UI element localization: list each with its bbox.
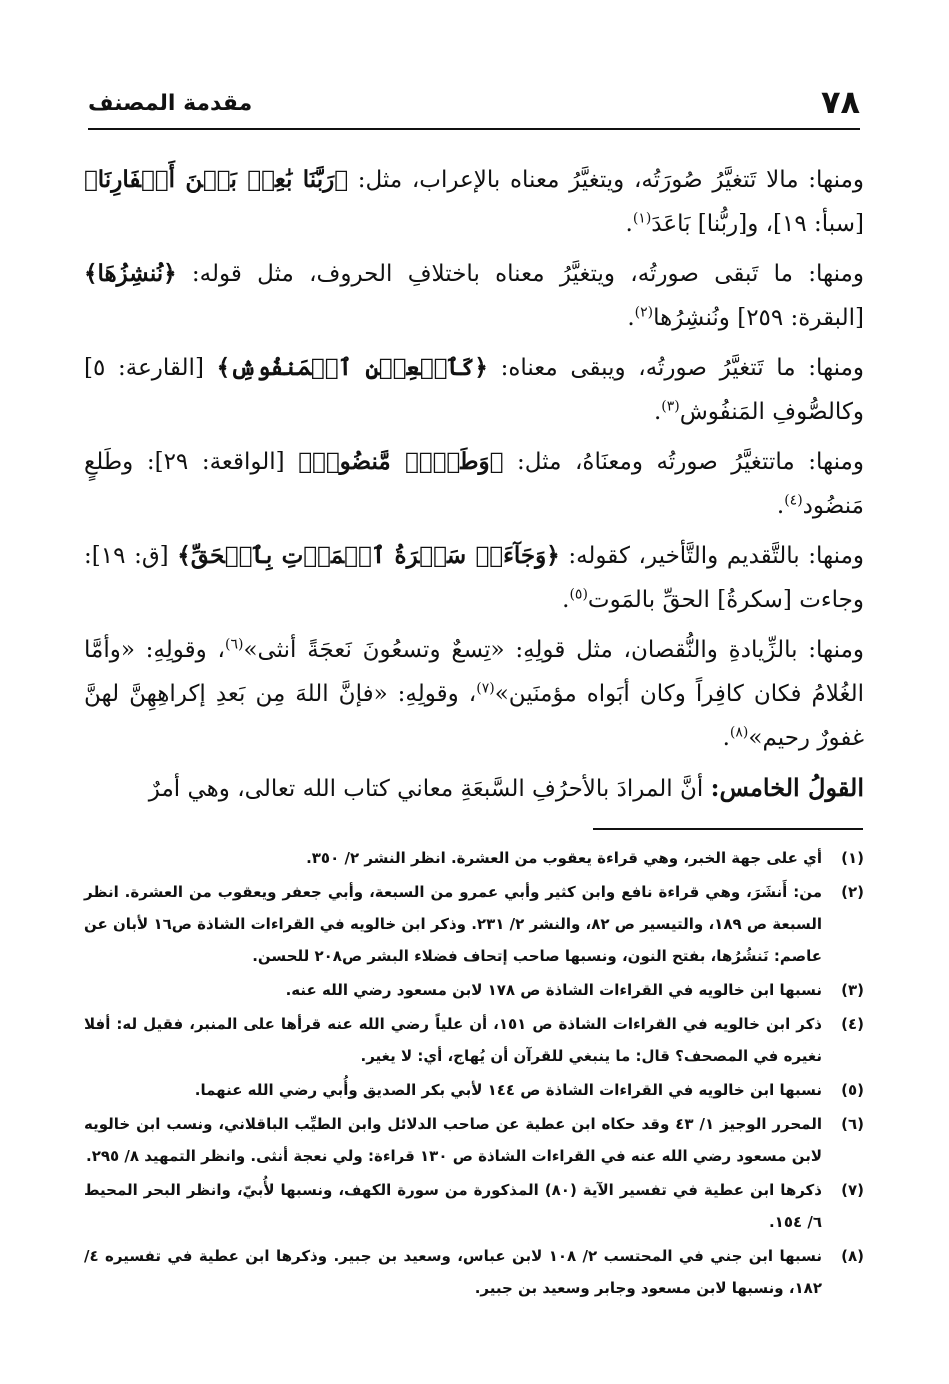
footnote-1 — [84, 842, 864, 874]
footnote-number: (٥) — [841, 1081, 864, 1099]
footnote-ref-8[interactable]: (٨) — [729, 724, 749, 741]
footnote-number: (٧) — [841, 1181, 864, 1199]
paragraph-7 — [84, 766, 864, 811]
footnote-ref-5[interactable]: (٥) — [569, 586, 588, 603]
paragraph-6-text-c: ، وقولِهِ: «فإنَّ اللهَ مِن بَعدِ إكراهِهِنَّ لهنَّ غفورٌ رحيم» — [84, 681, 864, 751]
paragraph-2 — [84, 252, 864, 340]
main-text — [84, 158, 864, 817]
paragraph-1-text-c: . — [625, 211, 633, 237]
footnote-text: المحرر الوجيز ١/ ٤٣ وقد حكاه ابن عطية عن صاحب الدلائل وابن الطيِّب الباقلاني، ونسب ابن خالويه لابن مسعود رضي الله عنه في القراءات الشاذة ص ١٣٠ قراءة: ولي نعجة أنثى. وانظر التمهيد ٨/ ٢٩٥. — [84, 1115, 822, 1165]
paragraph-5-text-a: ومنها: بالتَّقديم والتَّأخير، كقوله: — [559, 543, 864, 569]
footnote-ref-7[interactable]: (٧) — [476, 680, 495, 697]
footnote-text: نسبها ابن جني في المحتسب ٢/ ١٠٨ لابن عباس، وسعيد بن جبير. وذكرها ابن عطية في تفسيره ٤/ ١٨٢، ونسبها لابن مسعود وجابر وسعيد بن جبير. — [84, 1247, 822, 1297]
quran-verse-2: ﴿نُنشِزُهَا﴾ — [84, 260, 177, 287]
paragraph-2-text-c: . — [627, 305, 635, 331]
footnote-text: أي على جهة الخبر، وهي قراءة يعقوب من العشرة. انظر النشر ٢/ ٣٥٠. — [306, 849, 822, 867]
footnote-number: (٤) — [841, 1015, 864, 1033]
paragraph-6 — [84, 628, 864, 760]
paragraph-1 — [84, 158, 864, 246]
footnote-4 — [84, 1008, 864, 1072]
footnote-text: ذكرها ابن عطية في تفسير الآية (٨٠) المذكورة من سورة الكهف، ونسبها لأُبيّ، وانظر البحر المحيط ٦/ ١٥٤. — [84, 1181, 822, 1231]
footnote-ref-3[interactable]: (٣) — [661, 398, 680, 415]
footnote-number: (٢) — [841, 883, 864, 901]
paragraph-1-text-b: [سبأ: ١٩]، و[ربُّنا] بَاعَدَ — [651, 211, 864, 237]
quran-verse-5: ﴿وَجَآءَتۡ سَكۡرَةُ ٱلۡمَوۡتِ بِٱلۡحَقِّ﴾ — [177, 542, 560, 569]
footnote-text: نسبها ابن خالويه في القراءات الشاذة ص ١٤٤ لأبي بكر الصديق وأُبي رضي الله عنهما. — [194, 1081, 822, 1099]
footnote-text: من: أَنشَرَ، وهي قراءة نافع وابن كثير وأبي عمرو من السبعة، وأبي جعفر ويعقوب من العشرة. انظر السبعة ص ١٨٩، والتيسير ص ٨٢، والنشر ٢/ ٢٣١. وذكر ابن خالويه في القراءات الشاذة ص١٦ لأبان عن عاصم: نَنشُرُها، بفتح النون، ونسبها صاحب إتحاف فضلاء البشر ص٢٠٨ للحسن. — [84, 883, 822, 965]
paragraph-3-text-a: ومنها: ما تَتغيَّرُ صورتُه، ويبقى معناه: — [487, 355, 864, 381]
footnotes — [84, 842, 864, 1306]
footnote-text: ذكر ابن خالويه في القراءات الشاذة ص ١٥١، أن علياً رضي الله عنه قرأها على المنبر، فقيل له: أفلا نغيره في المصحف؟ قال: ما ينبغي للقرآن أن يُهاج، أي: لا يغير. — [84, 1015, 822, 1065]
paragraph-6-text-a: ومنها: بالزِّيادةِ والنُّقصان، مثل قولِهِ: «تِسعٌ وتسعُونَ نَعجَةً أنثى» — [243, 637, 865, 663]
footnote-number: (٨) — [841, 1247, 864, 1265]
quran-verse-1: ﴿رَبَّنَا بَٰعِدۡ بَيۡنَ أَسۡفَارِنَا﴾ — [84, 166, 349, 193]
footnote-7 — [84, 1174, 864, 1238]
footnote-8 — [84, 1240, 864, 1304]
section-lead: القولُ الخامس: — [710, 773, 864, 802]
footnote-number: (٦) — [841, 1115, 864, 1133]
footnote-ref-2[interactable]: (٢) — [634, 304, 654, 321]
quran-verse-4: ﴿وَطَلۡحٖ مَّنضُودٖ﴾ — [298, 448, 504, 475]
paragraph-2-text-b: [البقرة: ٢٥٩] ونُنشِرُها — [653, 305, 864, 331]
paragraph-4 — [84, 440, 864, 528]
footnote-ref-1[interactable]: (١) — [632, 210, 652, 227]
footnote-number: (١) — [841, 849, 864, 867]
paragraph-4-text-b: [الواقعة: ٢٩]: وطَلعٍ مَنضُود — [84, 449, 864, 519]
page-header — [88, 82, 860, 130]
footnote-3 — [84, 974, 864, 1006]
paragraph-2-text-a: ومنها: ما تَبقى صورتُه، ويتغيَّرُ معناه باختلافِ الحروف، مثل قوله: — [176, 261, 864, 287]
page-number: ٧٨ — [820, 83, 860, 121]
footnote-number: (٣) — [841, 981, 864, 999]
paragraph-3-text-c: . — [653, 399, 662, 425]
paragraph-6-text-b: ، وقولِهِ: «وأمَّا الغُلامُ فكان كافِراً وكان أبَواه مؤمنَين» — [84, 637, 864, 707]
footnote-text: نسبها ابن خالويه في القراءات الشاذة ص ١٧٨ لابن مسعود رضي الله عنه. — [285, 981, 822, 999]
running-title: مقدمة المصنف — [88, 91, 253, 116]
paragraph-5-text-b: [ق: ١٩]: وجاءت [سكرةُ] الحقِّ بالمَوت — [84, 543, 864, 613]
footnote-ref-4[interactable]: (٤) — [784, 492, 803, 509]
footnote-2 — [84, 876, 864, 972]
paragraph-7-text: أنَّ المرادَ بالأحرُفِ السَّبعَةِ معاني كتاب الله تعالى، وهي أمرٌ — [148, 776, 711, 802]
footnote-5 — [84, 1074, 864, 1106]
paragraph-4-text-c: . — [776, 493, 785, 519]
paragraph-3 — [84, 346, 864, 434]
quran-verse-3: ﴿كَٱلۡعِهۡنِ ٱلۡمَنفُوشِ﴾ — [216, 354, 488, 381]
paragraph-1-text-a: ومنها: مالا تَتغيَّرُ صُورَتُه، ويتغيَّرُ معناه بالإعراب، مثل: — [348, 167, 864, 193]
paragraph-6-text-d: . — [722, 725, 730, 751]
paragraph-4-text-a: ومنها: ماتتغيَّرُ صورتُه ومعنَاهُ، مثل: — [503, 449, 864, 475]
paragraph-3-text-b: [القارعة: ٥] وكالصُّوفِ المَنفُوش — [84, 355, 864, 425]
paragraph-5-text-c: . — [562, 587, 570, 613]
footnote-ref-6[interactable]: (٦) — [224, 636, 244, 653]
paragraph-5 — [84, 534, 864, 622]
footnote-6 — [84, 1108, 864, 1172]
footnote-divider — [593, 828, 863, 830]
